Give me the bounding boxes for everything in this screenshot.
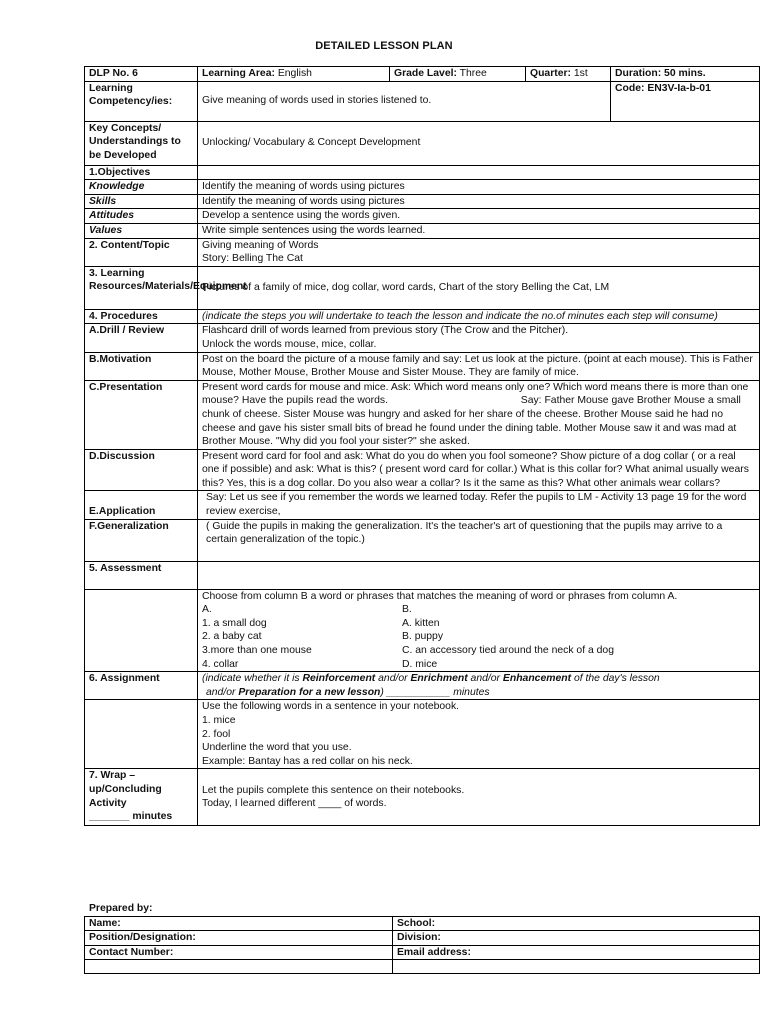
prepared-by-label: Prepared by: (89, 903, 153, 914)
key-concepts-value: Unlocking/ Vocabulary & Concept Development (198, 121, 760, 165)
presentation-value: Present word cards for mouse and mice. Ask: Which word means only one? Which word means there is more than one mouse? Have the pupils read the words. Say: Father Mouse gave Brother Mouse a small chunk of cheese. Sister Mouse was hungry and asked for her share of the cheese. Brother Mouse said he had no cheese and gave his sister small bits of bread he found under the dining table. Mother Mouse saw it and was mad at Brother Mouse. "Why did you fool your sister?" she asked. (198, 380, 760, 449)
grade-level: Grade Lavel: Three (390, 67, 526, 82)
division-field: Division: (393, 931, 760, 945)
motivation-label: B.Motivation (85, 352, 198, 380)
values-row (85, 223, 760, 238)
header-row (85, 67, 760, 82)
footer-row (85, 917, 760, 931)
assessment-label: 5. Assessment (85, 561, 198, 589)
assignment-row (85, 700, 760, 769)
skills-row (85, 194, 760, 209)
drill-value: Flashcard drill of words learned from previous story (The Crow and the Pitcher). Unlock the words mouse, mice, collar. (198, 324, 760, 352)
discussion-row (85, 449, 760, 491)
assessment-item: 3.more than one mouse C. an accessory tied around the neck of a dog (202, 645, 614, 657)
assessment-value: Choose from column B a word or phrases that matches the meaning of word or phrases from column A. A. B. 1. a small dog A. kitten 2. a baby cat B. puppy 3.more than one mouse C. an accessory tied around the neck of a dog 4. collar D. mice (198, 589, 760, 672)
assignment-value: Use the following words in a sentence in your notebook. 1. mice 2. fool Underline the word that you use. Example: Bantay has a red collar on his neck. (198, 700, 760, 769)
wrapup-row (85, 769, 760, 826)
assignment-note-row (85, 672, 760, 700)
procedures-note: (indicate the steps you will undertake to teach the lesson and indicate the no.of minutes each step will consume) (198, 309, 760, 324)
application-row (85, 491, 760, 519)
drill-label: A.Drill / Review (85, 324, 198, 352)
email-field: Email address: (393, 945, 760, 959)
motivation-value: Post on the board the picture of a mouse family and say: Let us look at the picture. (point at each mouse). This is Father Mouse, Mother Mouse, Brother Mouse and Sister Mouse. They are family of mice. (198, 352, 760, 380)
values-label: Values (85, 223, 198, 238)
presentation-label: C.Presentation (85, 380, 198, 449)
generalization-value: ( Guide the pupils in making the generalization. It's the teacher's art of questioning that the pupils may arrive to a certain generalization of the topic.) (198, 519, 760, 561)
footer-row (85, 945, 760, 959)
generalization-label: F.Generalization (85, 519, 198, 561)
content-value: Giving meaning of Words Story: Belling The Cat (198, 238, 760, 266)
assignment-note: (indicate whether it is Reinforcement and/or Enrichment and/or Enhancement of the day's lesson and/or Preparation for a new lesson) ___________ minutes (198, 672, 760, 700)
discussion-label: D.Discussion (85, 449, 198, 491)
key-concepts-row (85, 121, 760, 165)
attitudes-row (85, 209, 760, 224)
competency-label: Learning Competency/ies: (85, 81, 198, 121)
prepared-by-table (84, 916, 760, 974)
quarter: Quarter: 1st (526, 67, 611, 82)
resources-row (85, 266, 760, 309)
contact-field: Contact Number: (85, 945, 393, 959)
assignment-label: 6. Assignment (85, 672, 198, 700)
procedures-row (85, 309, 760, 324)
assessment-label-row (85, 561, 760, 589)
code: Code: EN3V-Ia-b-01 (611, 81, 760, 121)
key-concepts-label: Key Concepts/ Understandings to be Developed (85, 121, 198, 165)
content-row (85, 238, 760, 266)
knowledge-value: Identify the meaning of words using pictures (198, 180, 760, 195)
resources-label: 3. Learning Resources/Materials/Equipment (85, 266, 198, 309)
competency-value: Give meaning of words used in stories listened to. (198, 81, 611, 121)
knowledge-label: Knowledge (85, 180, 198, 195)
position-field: Position/Designation: (85, 931, 393, 945)
generalization-row (85, 519, 760, 561)
school-field: School: (393, 917, 760, 931)
wrapup-value: Let the pupils complete this sentence on their notebooks. Today, I learned different ____ of words. (198, 769, 760, 826)
motivation-row (85, 352, 760, 380)
presentation-row (85, 380, 760, 449)
footer-row (85, 931, 760, 945)
knowledge-row (85, 180, 760, 195)
name-field: Name: (85, 917, 393, 931)
assessment-item: 4. collar D. mice (202, 658, 438, 670)
procedures-label: 4. Procedures (85, 309, 198, 324)
lesson-plan-table (84, 66, 760, 826)
attitudes-label: Attitudes (85, 209, 198, 224)
application-value: Say: Let us see if you remember the words we learned today. Refer the pupils to LM - Activity 13 page 19 for the word review exercise, (198, 491, 760, 519)
assessment-column-heads: A. B. (202, 604, 412, 616)
objectives-label: 1.Objectives (85, 165, 198, 180)
attitudes-value: Develop a sentence using the words given. (198, 209, 760, 224)
assessment-row (85, 589, 760, 672)
wrapup-label: 7. Wrap – up/Concluding Activity _______ minutes (85, 769, 198, 826)
application-label: E.Application (85, 491, 198, 519)
resources-value: Pictures of a family of mice, dog collar, word cards, Chart of the story Belling the Cat, LM (198, 266, 760, 309)
values-value: Write simple sentences using the words learned. (198, 223, 760, 238)
competency-row (85, 81, 760, 121)
content-label: 2. Content/Topic (85, 238, 198, 266)
duration: Duration: 50 mins. (611, 67, 760, 82)
learning-area: Learning Area: English (198, 67, 390, 82)
discussion-value: Present word card for fool and ask: What do you do when you fool someone? Show picture of a dog collar ( or a real one if possible) and ask: What is this? ( present word card for collar.) What is this collar for? What animal usually wears this? Yes, this is a dog collar. Do you also wear a collar? Is it the same as this? What other animals wear collars? (198, 449, 760, 491)
objectives-row (85, 165, 760, 180)
skills-value: Identify the meaning of words using pictures (198, 194, 760, 209)
footer-row (85, 960, 760, 974)
assessment-item: 2. a baby cat B. puppy (202, 631, 444, 643)
dlp-number: DLP No. 6 (85, 67, 198, 82)
assessment-item: 1. a small dog A. kitten (202, 617, 440, 629)
page-title: DETAILED LESSON PLAN (315, 40, 453, 52)
skills-label: Skills (85, 194, 198, 209)
drill-row (85, 324, 760, 352)
